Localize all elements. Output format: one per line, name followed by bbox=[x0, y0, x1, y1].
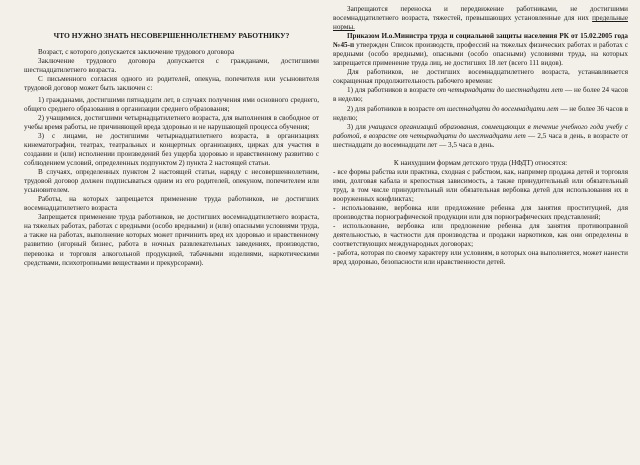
list-item: - работа, которая по своему характеру или условиям, в которых она выполняется, может нанести вред здоровью, безопасности или нравственности детей. bbox=[333, 249, 628, 267]
list-item: - использование, вербовка или предложение ребенка для занятия проституцией, для производства порнографической продукции или для порнографических представлений; bbox=[333, 203, 628, 222]
order-reference: Приказом И.о.Министра труда и социальной защиты населения РК от 15.02.2005 года №45-п bbox=[333, 32, 628, 50]
section-heading-worst-forms: К наихудшим формам детского труда (НФДТ) относятся: bbox=[393, 158, 568, 167]
list-item: 3) для учащихся организаций образования, совмещающих в течение учебного года учебу с работой, в возрасте от четырнадцати до шестнадцати лет — 2,5 часа в день, в возрасте от шестнадцати до восемнадцати лет — 3,5 часа в день. bbox=[333, 122, 628, 149]
paragraph: С письменного согласия одного из родителей, опекуна, попечителя или усыновителя трудовой договор может быть заключен с: bbox=[24, 74, 319, 92]
paragraph: Приказом И.о.Министра труда и социальной защиты населения РК от 15.02.2005 года №45-п утвержден Список производств, профессий на тяжелых физических работах и работах с вредными (особо вредными), опасными (особо опасными) условиями труда, на которых запрещается применение труда лиц, не достигших 18 лет (всего 111 видов). bbox=[333, 32, 628, 68]
left-column bbox=[14, 5, 319, 465]
list-item: 1) гражданами, достигшими пятнадцати лет, в случаях получения ими основного среднего, общего среднего образования в организации среднего образования; bbox=[24, 95, 319, 113]
document-title: ЧТО НУЖНО ЗНАТЬ НЕСОВЕРШЕННОЛЕТНЕМУ РАБОТНИКУ? bbox=[53, 31, 290, 40]
paragraph: Запрещается применение труда работников, не достигших восемнадцатилетнего возраста, на тяжелых работах, работах с вредными (особо вредными) и (или) опасными условиями труда, а также на работах, выполнение которых может причинить вред их здоровью и нравственному развитию (игорный бизнес, работа в ночных развлекательных заведениях, производство, перевозка и торговля алкогольной продукцией, табачными изделиями, наркотическими средствами, психотропными веществами и прекурсорами). bbox=[24, 213, 319, 267]
list-item: - все формы рабства или практика, сходная с рабством, как, например продажа детей и торговля ими, долговая кабала и крепостная зависимость, а также принудительный или обязательный труд, в том числе принудительный или обязательная вербовка детей для использования их в вооруженных конфликтах; bbox=[333, 167, 628, 203]
right-column bbox=[333, 5, 628, 465]
list-item: 2) для работников в возрасте от шестнадцати до восемнадцати лет — не более 36 часов в неделю; bbox=[333, 104, 628, 122]
section-heading-prohibited-work: Работы, на которых запрещается применение труда работников, не достигших восемнадцатилетнего возраста bbox=[24, 195, 319, 213]
paragraph: В случаях, определенных пунктом 2 настоящей статьи, наряду с несовершеннолетним, трудовой договор должен подписываться одним из его родителей, опекуном, попечителем или усыновителем. bbox=[24, 168, 319, 195]
list-item: 1) для работников в возрасте от четырнадцати до шестнадцати лет — не более 24 часов в неделю; bbox=[333, 86, 628, 104]
paragraph: Для работников, не достигших восемнадцатилетнего возраста, устанавливается сокращенная продолжительность рабочего времени: bbox=[333, 68, 628, 86]
list-item: 3) с лицами, не достигшими четырнадцатилетнего возраста, в организациях кинематографии, театрах, театральных и концертных организациях, цирках для участия в создании и (или) исполнении произведений без ущерба здоровью и нравственному развитию с соблюдением условий, определенных подпунктом 2) пункта 2 настоящей статьи. bbox=[24, 131, 319, 168]
paragraph: Запрещаются переноска и передвижение работниками, не достигшими восемнадцатилетнего возраста, тяжестей, превышающих установленные для них предельные нормы. bbox=[333, 5, 628, 32]
section-heading-age: Возраст, с которого допускается заключение трудового договора bbox=[38, 47, 235, 56]
list-item: 2) учащимися, достигшими четырнадцатилетнего возраста, для выполнения в свободное от учебы время работы, не причиняющей вреда здоровью и не нарушающей процесса обучения; bbox=[24, 113, 319, 131]
underlined-text: предельные нормы. bbox=[333, 14, 628, 32]
list-item: - использование, вербовка или предложение ребенка для занятия противоправной деятельностью, в частности для производства и продажи наркотиков, как они определены в соответствующих международных договорах; bbox=[333, 222, 628, 249]
paragraph: Заключение трудового договора допускается с гражданами, достигшими шестнадцатилетнего возраста. bbox=[24, 56, 319, 74]
